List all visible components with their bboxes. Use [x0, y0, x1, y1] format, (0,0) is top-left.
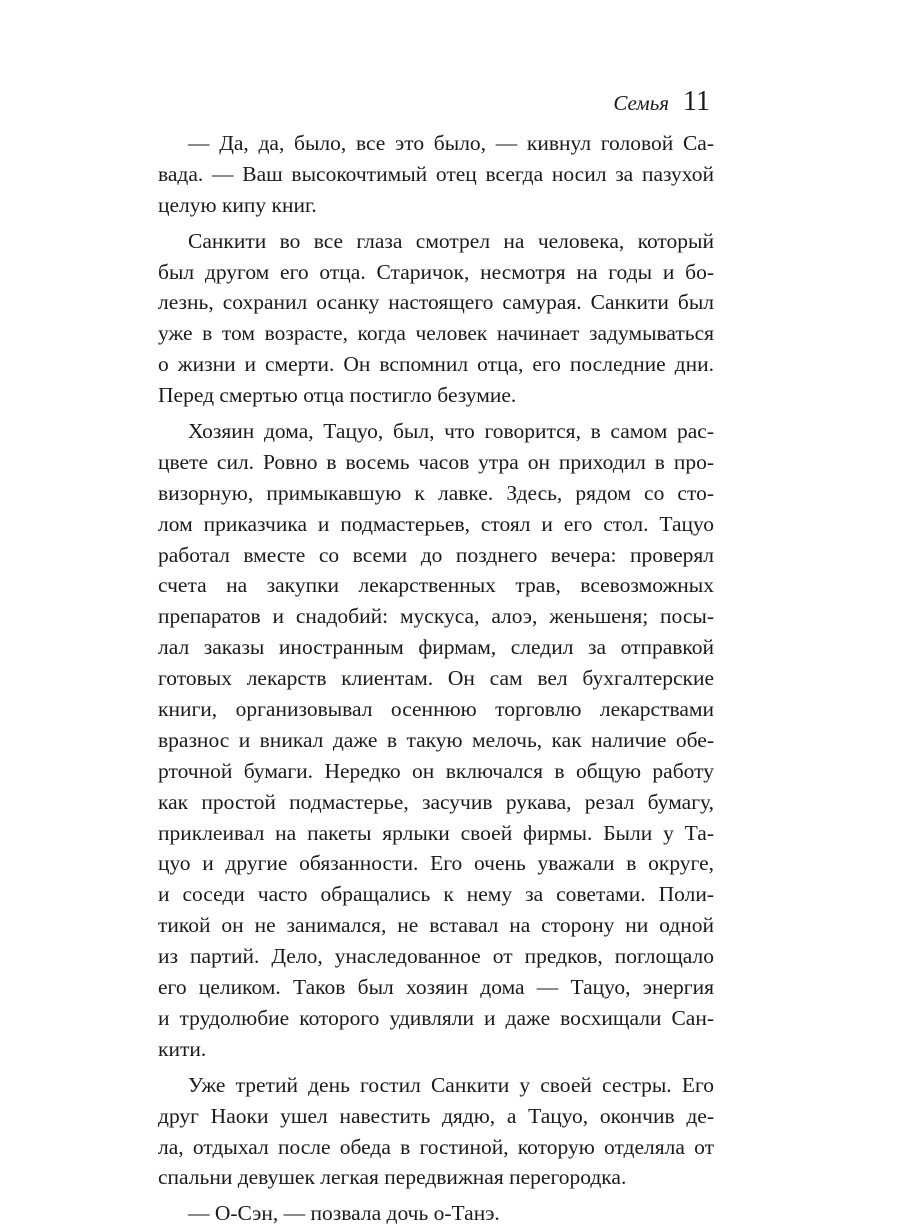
- text-line: и трудолюбие которого удивляли и даже восхищали Сан-: [158, 1005, 714, 1030]
- text-line: приклеивал на пакеты ярлыки своей фирмы. Были у Та-: [158, 820, 714, 845]
- text-line: тикой он не занимался, не вставал на сторону ни одной: [158, 913, 714, 938]
- text-line: был другом его отца. Старичок, несмотря на годы и бо-: [158, 259, 714, 284]
- text-line: кити.: [158, 1036, 207, 1061]
- running-head-section: Семья: [613, 91, 670, 115]
- text-line: Санкити во все глаза смотрел на человека, который: [188, 228, 714, 253]
- text-line: Уже третий день гостил Санкити у своей сестры. Его: [188, 1072, 714, 1097]
- text-line: счета на закупки лекарственных трав, всевозможных: [158, 573, 714, 598]
- text-line: ла, отдыхал после обеда в гостиной, которую отделяла от: [158, 1134, 714, 1159]
- paragraph: [158, 1198, 714, 1229]
- text-line: вада. — Ваш высокочтимый отец всегда носил за пазухой: [158, 161, 714, 186]
- paragraph: [158, 416, 714, 1065]
- text-line: цуо и другие обязанности. Его очень уважали в округе,: [158, 851, 714, 876]
- text-line: уже в том возрасте, когда человек начинает задумываться: [158, 321, 714, 346]
- text-line: — О-Сэн, — позвала дочь о-Танэ.: [188, 1201, 500, 1226]
- page-number: 11: [683, 86, 710, 117]
- text-line: книги, организовывал осеннюю торговлю лекарствами: [158, 697, 714, 722]
- text-line: спальни девушек легкая передвижная перегородка.: [158, 1165, 627, 1190]
- text-line: лал заказы иностранным фирмам, следил за отправкой: [158, 635, 714, 660]
- text-line: лезнь, сохранил осанку настоящего самурая. Санкити был: [158, 290, 714, 315]
- body-text: [158, 128, 714, 1229]
- running-head: [613, 86, 710, 118]
- text-line: готовых лекарств клиентам. Он сам вел бухгалтерские: [158, 666, 714, 691]
- text-line: из партий. Дело, унаследованное от предков, поглощало: [158, 944, 714, 969]
- text-line: лом приказчика и подмастерьев, стоял и его стол. Тацуо: [158, 511, 714, 536]
- paragraph: [158, 1070, 714, 1194]
- text-line: его целиком. Таков был хозяин дома — Тацуо, энергия: [158, 975, 714, 1000]
- text-line: Перед смертью отца постигло безумие.: [158, 383, 517, 408]
- paragraph: [158, 128, 714, 221]
- text-line: цвете сил. Ровно в восемь часов утра он приходил в про-: [158, 449, 714, 474]
- text-line: друг Наоки ушел навестить дядю, а Тацуо, окончив де-: [158, 1103, 714, 1128]
- text-line: Хозяин дома, Тацуо, был, что говорится, в самом рас-: [188, 419, 714, 444]
- text-line: о жизни и смерти. Он вспомнил отца, его последние дни.: [158, 352, 714, 377]
- text-line: вразнос и вникал даже в такую мелочь, как наличие обе-: [158, 727, 714, 752]
- text-line: как простой подмастерье, засучив рукава, резал бумагу,: [158, 789, 714, 814]
- text-line: целую кипу книг.: [158, 192, 317, 217]
- text-line: и соседи часто обращались к нему за советами. Поли-: [158, 882, 714, 907]
- text-line: визорную, примыкавшую к лавке. Здесь, рядом со сто-: [158, 480, 714, 505]
- text-line: — Да, да, было, все это было, — кивнул головой Са-: [188, 131, 714, 155]
- paragraph: [158, 226, 714, 411]
- text-line: работал вместе со всеми до позднего вечера: проверял: [158, 542, 714, 567]
- text-line: рточной бумаги. Нередко он включался в общую работу: [158, 758, 714, 783]
- text-line: препаратов и снадобий: мускуса, алоэ, женьшеня; посы-: [158, 604, 714, 629]
